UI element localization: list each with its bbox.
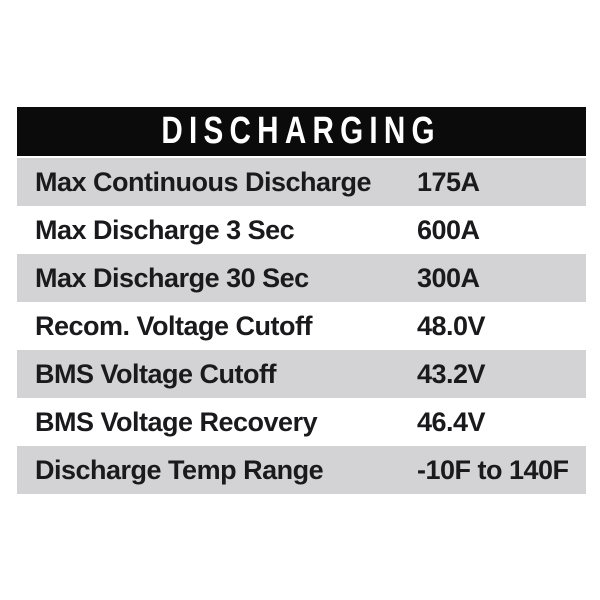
row-label: Discharge Temp Range — [35, 455, 324, 485]
row-value: 600A — [417, 215, 480, 245]
row-value: 48.0V — [417, 311, 486, 341]
table-row — [17, 350, 586, 398]
discharging-spec-table — [17, 107, 586, 494]
table-row — [17, 206, 586, 254]
row-label: BMS Voltage Cutoff — [35, 359, 276, 389]
row-value: 175A — [417, 167, 480, 197]
table-row — [17, 254, 586, 302]
table-row — [17, 158, 586, 206]
table-row — [17, 398, 586, 446]
row-label: Max Discharge 30 Sec — [35, 263, 309, 293]
row-label: Recom. Voltage Cutoff — [35, 311, 313, 341]
row-value: 46.4V — [417, 407, 486, 437]
table-title: DISCHARGING — [161, 110, 442, 152]
table-row — [17, 446, 586, 494]
table-row — [17, 302, 586, 350]
table-title-bar — [17, 107, 586, 156]
row-label: BMS Voltage Recovery — [35, 407, 318, 437]
row-value: 43.2V — [417, 359, 486, 389]
row-label: Max Discharge 3 Sec — [35, 215, 295, 245]
table-rows — [17, 158, 586, 494]
row-value: 300A — [417, 263, 480, 293]
row-value: -10F to 140F — [417, 455, 569, 485]
row-label: Max Continuous Discharge — [35, 167, 372, 197]
